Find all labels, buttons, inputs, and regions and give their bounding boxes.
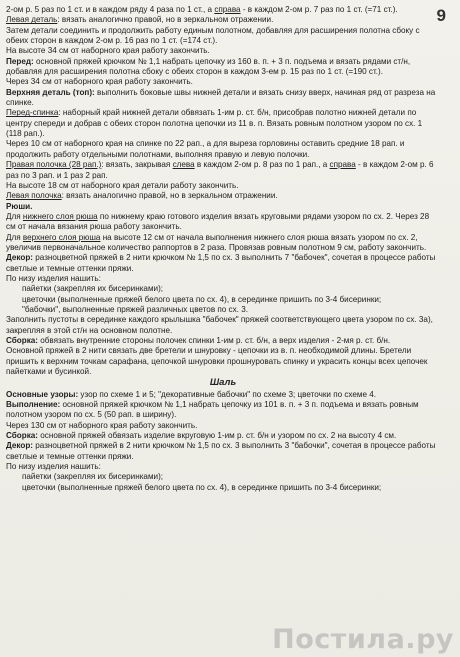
text-run: Шаль: [209, 377, 237, 389]
section-heading-shawl: [6, 378, 440, 388]
paragraph: [6, 421, 440, 431]
bold-label: Верхняя деталь (топ):: [6, 87, 95, 97]
paragraph: [6, 26, 440, 47]
text-run: : вязать аналогично правой, но в зеркальном отражении.: [57, 15, 274, 25]
paragraph: [6, 483, 440, 493]
paragraph: [6, 346, 440, 377]
text-run: Для: [6, 211, 23, 221]
underlined-label: верхнего слоя рюша: [22, 232, 101, 242]
paragraph: [6, 46, 440, 56]
bold-label: Декор:: [6, 253, 33, 263]
text-run: по нижнему краю готового изделия вязать круговыми рядами узором по сх. 2. Через 28 см от начала вязания рюша работу закончить.: [6, 211, 430, 232]
underlined-label: Правая полочка (28 рап.): [6, 160, 102, 170]
page-number: 9: [436, 6, 446, 25]
underlined-label: Левая деталь: [6, 15, 58, 25]
paragraph: [6, 57, 440, 78]
underlined-label: Перед-спинка: [6, 108, 59, 118]
paragraph: [6, 390, 440, 400]
paragraph: [6, 336, 440, 346]
article-text: [6, 5, 440, 493]
paragraph: [6, 315, 440, 336]
text-run: "бабочки", выполненные пряжей различных цветов по сх. 3.: [22, 304, 248, 314]
text-run: на высоте 12 см от начала выполнения нижнего слоя рюша вязать узором по сх. 2, увеличив первоначальное количество раппортов в 2 раза. Провязав ровным полотном 9 см, работу закончить.: [6, 232, 427, 252]
text-run: разноцветной пряжей в 2 нити крючком № 1,5 по сх. 3 выполнить 7 "бабочек", сочетая в процессе работы светлые и темные оттенки пряжи.: [6, 253, 436, 273]
text-run: Заполнить пустоты в серединке каждого крылышка "бабочек" пряжей соответствующего цвета узором по сх. 3а), закрепляя в этой ст/н на основном полотне.: [6, 315, 433, 335]
paragraph: [6, 88, 440, 109]
text-run: - в каждом 2-ом р. 6 раз по 3 рап. и 1 раз 2 рап.: [6, 160, 434, 180]
text-run: узор по схеме 1 и 5; "декоративные бабочки" по схеме 3; цветочки по схеме 4.: [78, 389, 377, 399]
paragraph: [6, 5, 440, 15]
text-run: цветочки (выполненные пряжей белого цвета по сх. 4), в серединке пришить по 3-4 бисеринки;: [22, 294, 382, 304]
bold-label: Рюши.: [6, 201, 33, 211]
paragraph: [6, 295, 440, 305]
text-run: основной пряжей обвязать изделие вкруговую 1-им р. ст. б/н и узором по сх. 2 на высоту 4 см.: [38, 431, 397, 441]
text-run: : вязать, закрывая: [101, 160, 173, 170]
bold-label: Декор:: [6, 441, 33, 451]
text-run: Для: [6, 232, 23, 242]
text-run: По низу изделия нашить:: [6, 462, 101, 472]
underlined-label: слева: [172, 160, 195, 170]
paragraph: [6, 305, 440, 315]
paragraph: [6, 108, 440, 139]
paragraph: [6, 202, 440, 212]
paragraph: [6, 431, 440, 441]
text-run: выполнить боковые швы нижней детали и вязать снизу вверх, начиная ряд от разреза на спинке.: [6, 87, 436, 108]
paragraph: [6, 191, 440, 201]
text-run: основной пряжей крючком № 1,1 набрать цепочку из 160 в. п. + 3 п. подъема и вязать рядами ст/н, добавляя для расширения полотна сбоку с обеих сторон в каждом 3-ем р. 15 раз по 1 ст. (=190 ст.).: [6, 56, 411, 77]
text-run: разноцветной пряжей в 2 нити крючком № 1,5 по сх. 3 выполнить 3 "бабочки", сочетая в процессе работы светлые и темные оттенки пряжи.: [6, 441, 436, 461]
underlined-label: справа: [329, 160, 356, 170]
paragraph: [6, 253, 440, 274]
text-run: пайетки (закрепляя их бисеринками);: [22, 472, 164, 482]
paragraph: [6, 160, 440, 181]
text-run: Через 34 см от наборного края работу закончить.: [6, 77, 193, 87]
underlined-label: справа: [214, 5, 241, 14]
bold-label: Выполнение:: [6, 400, 61, 410]
text-run: Через 130 см от наборного края работу закончить.: [6, 420, 198, 430]
paragraph: [6, 400, 440, 421]
paragraph: [6, 181, 440, 191]
text-run: 2-ом р. 5 раз по 1 ст. и в каждом ряду 4 раза по 1 ст., а: [6, 5, 215, 14]
paragraph: [6, 441, 440, 462]
underlined-label: Левая полочка: [6, 191, 62, 201]
text-run: По низу изделия нашить:: [6, 273, 101, 283]
paragraph: [6, 274, 440, 284]
text-run: обвязать внутренние стороны полочек спинки 1-им р. ст. б/н, а верх изделия - 2-мя р. ст. б/н.: [38, 336, 391, 345]
text-run: Затем детали соединить и продолжить работу единым полотном, добавляя для расширения полотна сбоку с обеих сторон в каждом 2-ом р. 16 раз по 1 ст. (=174 ст.).: [6, 25, 420, 46]
text-run: : наборный край нижней детали обвязать 1-им р. ст. б/н, присобрав полотно нижней детали по центру спереди и добрав с обеих сторон полотна цепочки из 11 в. п. Вязать ровным полотном узором по сх. 1 (118 рап.).: [6, 108, 423, 139]
paragraph: [6, 15, 440, 25]
text-run: цветочки (выполненные пряжей белого цвета по сх. 4), в серединке пришить по 3-4 бисеринки;: [22, 482, 382, 492]
text-run: Через 10 см от наборного края на спинке по 22 рап., а для выреза горловины оставить средние 18 рап. и продолжить работу отдельными полотнами, выполняя правую и левую полочки.: [6, 139, 405, 159]
paragraph: [6, 77, 440, 87]
text-run: основной пряжей крючком № 1,1 набрать цепочку из 101 в. п. + 3 п. подъема и вязать ровным полотном узором по сх. 5 (50 рап. в ширину).: [6, 400, 419, 420]
bold-label: Сборка:: [6, 336, 38, 345]
text-run: - в каждом 2-ом р. 7 раз по 1 ст. (=71 ст.).: [240, 5, 398, 14]
text-run: На высоте 34 см от наборного края работу закончить.: [6, 46, 210, 56]
paragraph: [6, 462, 440, 472]
bold-label: Основные узоры:: [6, 389, 79, 399]
paragraph: [6, 233, 440, 254]
text-run: пайетки (закрепляя их бисеринками);: [22, 284, 164, 294]
text-run: в каждом 2-ом р. 8 раз по 1 рап., а: [194, 160, 330, 170]
bold-label: Перед:: [6, 56, 34, 66]
text-run: На высоте 18 см от наборного края детали работу закончить.: [6, 180, 239, 190]
text-run: : вязать аналогично правой, но в зеркальном отражении.: [61, 191, 278, 201]
paragraph: [6, 472, 440, 482]
paragraph: [6, 212, 440, 233]
bold-label: Сборка:: [6, 431, 38, 441]
text-run: Основной пряжей в 2 нити связать две бретели и шнуровку - цепочки из в. п. необходимой длины. Бретели пришить к верхним точкам сарафана, цепочкой шнуровки прошнуровать спинку и украсить концы всех цепочек пайетками и бусинкой.: [6, 346, 428, 377]
paragraph: [6, 139, 440, 160]
underlined-label: нижнего слоя рюша: [22, 211, 98, 221]
site-watermark: Постила.ру: [272, 624, 454, 655]
paragraph: [6, 284, 440, 294]
